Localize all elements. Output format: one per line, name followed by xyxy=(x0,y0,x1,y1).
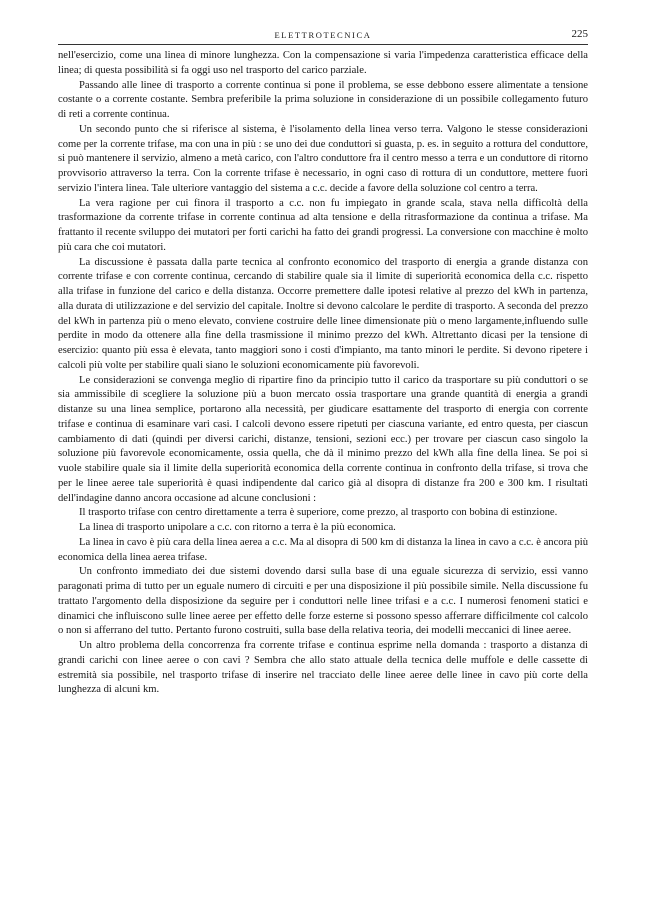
running-title: ELETTROTECNICA xyxy=(274,30,372,40)
paragraph: Le considerazioni se convenga meglio di ripartire fino da principio tutto il carico da trasportare su più conduttori o se sia ammissibile di scegliere la soluzione più a buon mercato ossia trasportare una grande quantità di energia a grandi distanze su una linea semplice, portarono alla necessità, per giudicare esattamente del trasporto di energia con corrente trifase e continua di esaminare vari casi. I calcoli devono essere ripetuti per ciascuna variante, ed entro questa, per ciascun cambiamento di dati (quindi per diversi carichi, distanze, tensioni, sezioni ecc.) per trovare per ciascun caso singolo la soluzione più favorevole economicamente, ossia quella, che dà il minimo prezzo del kWh alla fine della linea. Se poi si vuole stabilire quale sia il limite della superiorità economica della corrente continua in confronto della trifase, si trova che per le linee aeree tale superiorità è quasi indipendente dal carico già al disopra di distanze fra 200 e 300 km. I risultati dell'indagine danno ancora occasione ad alcune conclusioni : xyxy=(58,374,588,504)
paragraph: La vera ragione per cui finora il trasporto a c.c. non fu impiegato in grande scala, stava nella difficoltà della trasformazione da corrente trifase in corrente continua ad alta tensione e della ritrasformazione da continua a trifase. Ma frattanto il recente sviluppo dei mutatori per forti carichi ha fatto dei grandi progressi. La conversione con macchine è molto più cara che coi mutatori. xyxy=(58,197,588,253)
body-text xyxy=(58,49,588,698)
page-number: 225 xyxy=(571,28,588,40)
paragraph: La linea in cavo è più cara della linea aerea a c.c. Ma al disopra di 500 km di distanza la linea in cavo a c.c. è ancora più economica della linea aerea trifase. xyxy=(58,536,588,563)
page xyxy=(58,28,588,698)
paragraph: Il trasporto trifase con centro direttamente a terra è superiore, come prezzo, al trasporto con bobina di estinzione. xyxy=(79,507,558,519)
paragraph: Un confronto immediato dei due sistemi dovendo darsi sulla base di una eguale sicurezza di servizio, essi vanno paragonati prima di tutto per un eguale numero di circuiti e per una disposizione il più possibile simile. Nella discussione fu trattato l'argomento della disposizione da seguire per i conduttori nelle linee trifasi e a c.c. I numerosi fenomeni statici e dinamici che influiscono sulle linee aeree per effetto delle forze esterne si possono spesso afferrare difficilmente col calcolo o non si afferrano del tutto. Pertanto furono costruiti, sulla base della relativa teoria, dei modelli meccanici di linee aeree. xyxy=(58,566,588,637)
paragraph: Un secondo punto che si riferisce al sistema, è l'isolamento della linea verso terra. Valgono le stesse considerazioni come per la corrente trifase, ma con una in più : se uno dei due conduttori si guasta, p. es. in seguito a rottura del conduttore, si può mantenere il servizio, almeno a metà carico, con l'altro conduttore fra il centro messo a terra e un conduttore di ritorno provvisorio attraverso la terra. Con la corrente trifase è necessario, in ogni caso di rottura di un conduttore, mettere fuori servizio l'intera linea. Tale ulteriore vantaggio del sistema a c.c. decide a favore della soluzione col centro a terra. xyxy=(58,123,588,194)
paragraph: La discussione è passata dalla parte tecnica al confronto economico del trasporto di energia a grande distanza con corrente trifase e con corrente continua, cercando di stabilire quale sia il limite di superiorità economica della c.c. rispetto alla trifase in funzione del carico e della distanza. Occorre premettere dalle ipotesi relative al prezzo del kWh in partenza, alla durata di utilizzazione e del servizio del capitale. Inoltre si devono calcolare le perdite di trasporto. A seconda del prezzo del kWh in partenza più o meno elevato, conviene costruire delle linee dimensionate più o meno largamente,influendo sulle perdite in modo da ottenere alla fine della trasmissione il minimo prezzo del kWh. Altrettanto dicasi per la tensione di esercizio: quanto più essa è elevata, tanto maggiori sono i costi d'impianto, ma tanto minori le perdite. Si devono ripetere i calcoli più volte per stabilire quali siano le soluzioni economicamente più favorevoli. xyxy=(58,256,588,371)
running-header xyxy=(58,28,588,45)
paragraph: nell'esercizio, come una linea di minore lunghezza. Con la compensazione si varia l'impedenza caratteristica efficace della linea; di questa possibilità si fa oggi uso nel trasporto del carico parziale. xyxy=(58,50,588,76)
paragraph: La linea di trasporto unipolare a c.c. con ritorno a terra è la più economica. xyxy=(79,522,396,533)
paragraph: Un altro problema della concorrenza fra corrente trifase e continua esprime nella domanda : trasporto a distanza di grandi carichi con linee aeree o con cavi ? Sembra che allo stato attuale della tecnica delle muffole e delle cassette di estremità sia possibile, nel trasporto trifase di inserire nel tracciato delle linee aeree delle linee in cavo più corte della lunghezza di alcuni km. xyxy=(58,640,588,696)
paragraph: Passando alle linee di trasporto a corrente continua si pone il problema, se esse debbono essere alimentate a tensione costante o a corrente costante. Sembra preferibile la prima soluzione in considerazione di un possibile collegamento futuro di reti a corrente continua. xyxy=(58,79,588,120)
